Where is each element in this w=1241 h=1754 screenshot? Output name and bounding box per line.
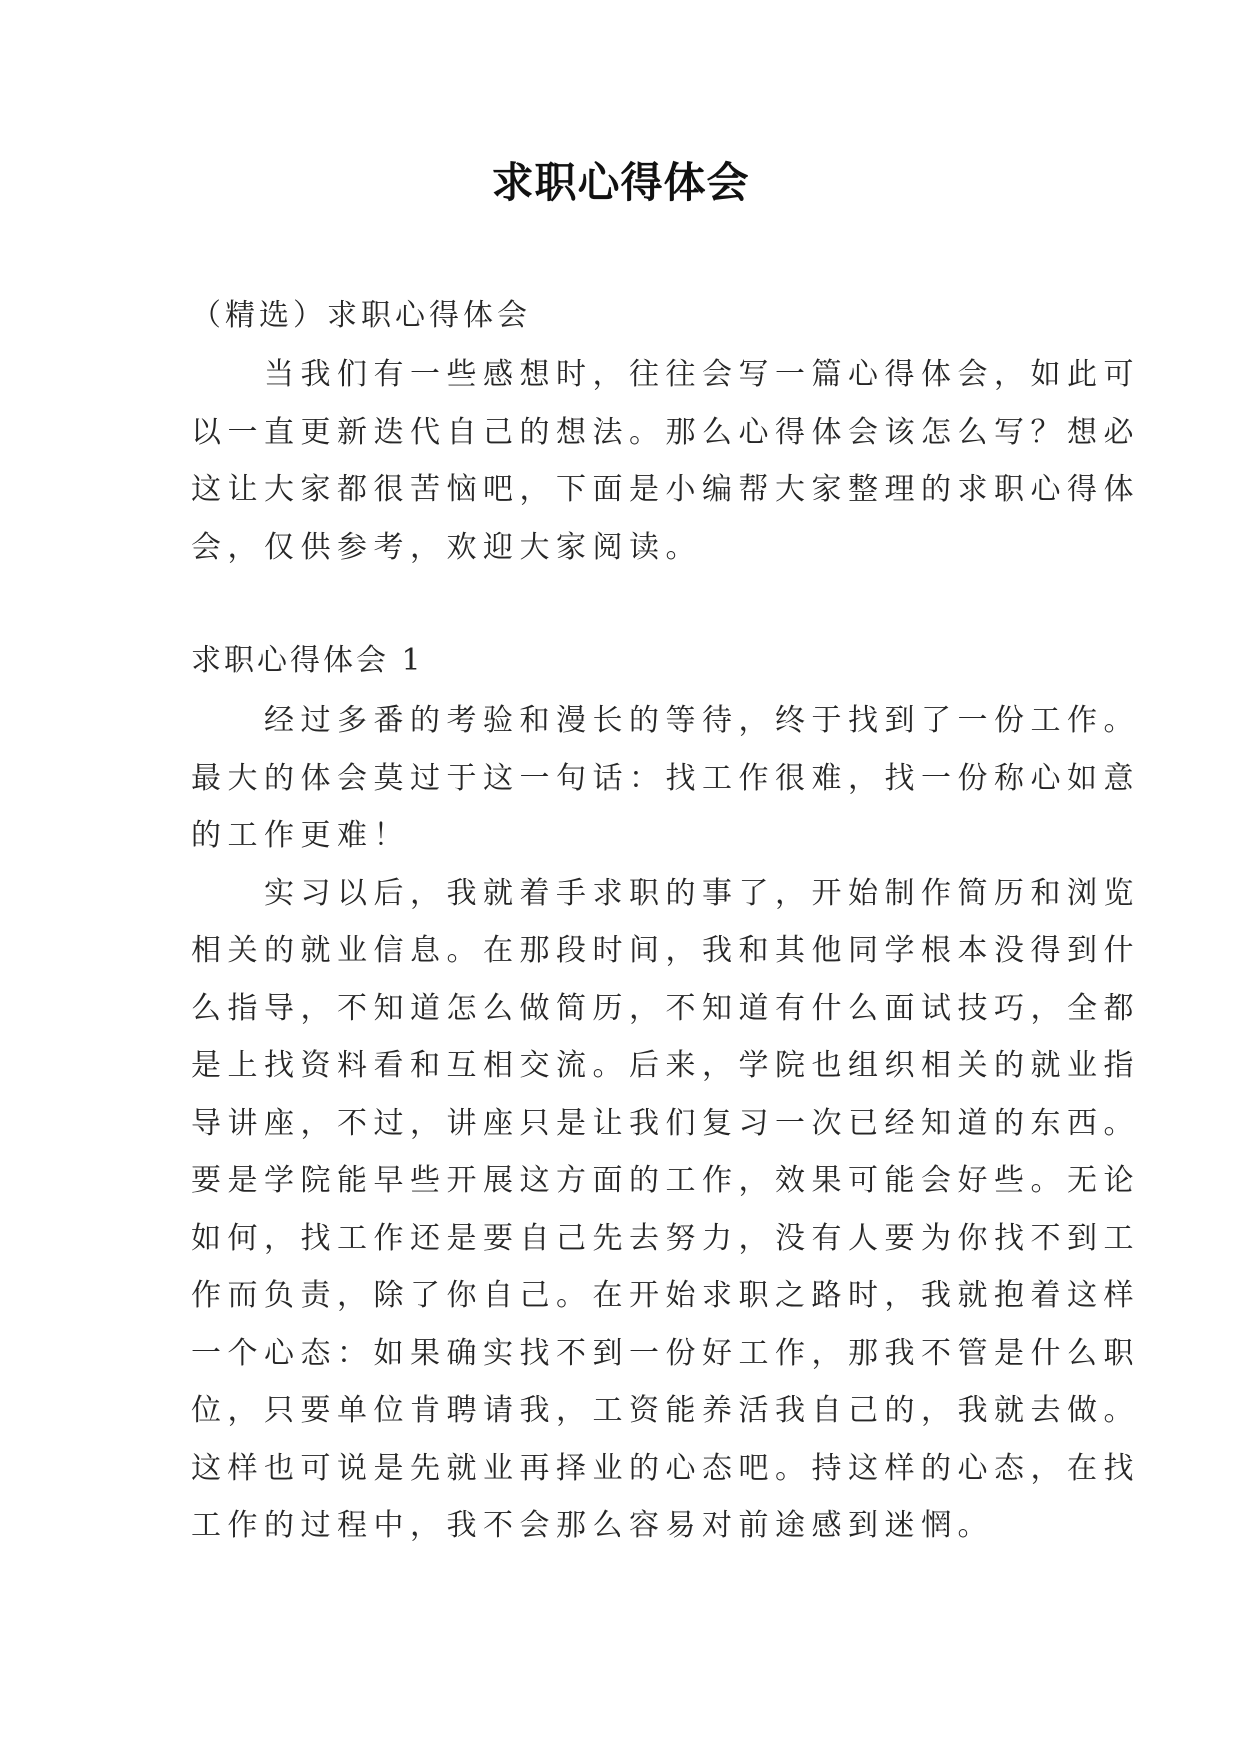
text-line: 最大的体会莫过于这一句话：找工作很难，找一份称心如意	[191, 760, 1140, 796]
text-line: 经过多番的考验和漫长的等待，终于找到了一份工作。	[191, 703, 1140, 738]
section-body	[191, 692, 1140, 1555]
text-line: 实习以后，我就着手求职的事了，开始制作简历和浏览	[191, 875, 1140, 911]
text-line: 会，仅供参考，欢迎大家阅读。	[191, 529, 702, 565]
text-line: 导讲座，不过，讲座只是让我们复习一次已经知道的东西。	[191, 1105, 1140, 1141]
text-line: 相关的就业信息。在那段时间，我和其他同学根本没得到什	[191, 933, 1140, 968]
text-line: 的工作更难！	[191, 818, 410, 853]
document-subtitle: （精选）求职心得体会	[191, 298, 531, 333]
text-line: 要是学院能早些开展这方面的工作，效果可能会好些。无论	[191, 1163, 1140, 1198]
text-line: 工作的过程中，我不会那么容易对前途感到迷惘。	[191, 1508, 994, 1543]
text-line: 是上找资料看和互相交流。后来，学院也组织相关的就业指	[191, 1048, 1140, 1083]
text-line: 如何，找工作还是要自己先去努力，没有人要为你找不到工	[191, 1220, 1140, 1256]
intro-paragraph	[191, 346, 1140, 576]
text-line: 这让大家都很苦恼吧，下面是小编帮大家整理的求职心得体	[191, 472, 1140, 507]
text-line: 当我们有一些感想时，往往会写一篇心得体会，如此可	[191, 357, 1140, 392]
text-line: 以一直更新迭代自己的想法。那么心得体会该怎么写？想必	[191, 414, 1140, 450]
text-line: 么指导，不知道怎么做简历，不知道有什么面试技巧，全都	[191, 990, 1140, 1026]
text-line: 作而负责，除了你自己。在开始求职之路时，我就抱着这样	[191, 1278, 1140, 1313]
text-line: 这样也可说是先就业再择业的心态吧。持这样的心态，在找	[191, 1450, 1140, 1486]
section-heading: 求职心得体会 1	[191, 643, 424, 678]
document-title: 求职心得体会	[491, 158, 750, 207]
text-line: 位，只要单位肯聘请我，工资能养活我自己的，我就去做。	[191, 1393, 1140, 1428]
text-line: 一个心态：如果确实找不到一份好工作，那我不管是什么职	[191, 1335, 1140, 1371]
